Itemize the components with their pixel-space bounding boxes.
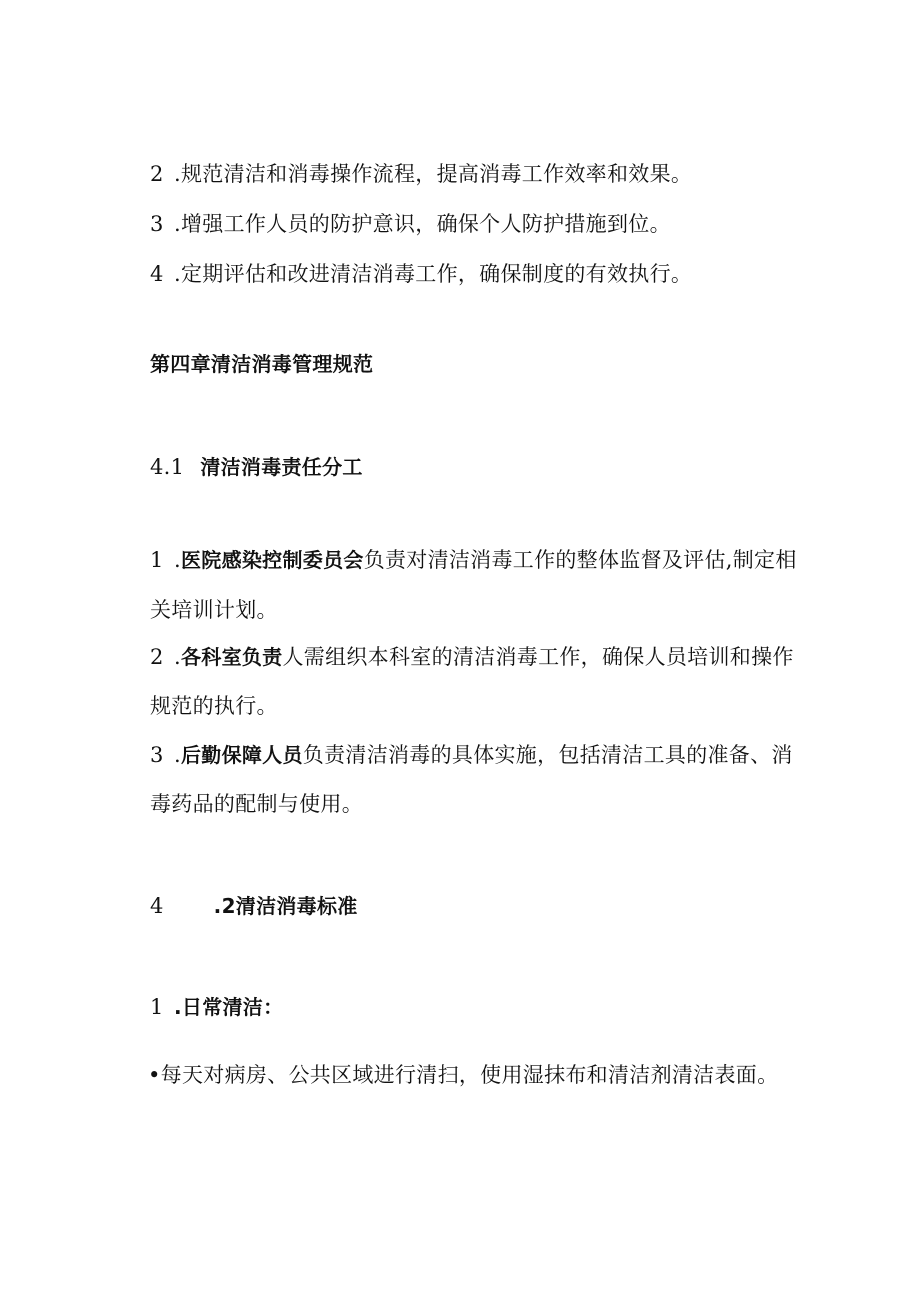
intro-item-3 (150, 210, 671, 238)
intro-item-number: 2 (150, 162, 164, 186)
responsibility-dot: . (174, 645, 181, 669)
intro-item-2 (150, 160, 692, 188)
responsibility-dot: . (174, 548, 181, 572)
daily-cleaning-label: .日常清洁： (174, 995, 284, 1019)
intro-item-4 (150, 260, 692, 288)
responsibility-number: 1 (150, 548, 164, 572)
chapter-title: 第四章清洁消毒管理规范 (150, 352, 374, 376)
intro-item-text: .增强工作人员的防护意识，确保个人防护措施到位。 (174, 212, 671, 236)
responsibility-text: 负责对清洁消毒工作的整体监督及评估,制定相 (363, 548, 797, 572)
responsibility-role: 医院感染控制委员会 (180, 548, 364, 572)
section-number: 4 (150, 894, 164, 918)
responsibility-3-line1 (150, 741, 793, 769)
responsibility-1-line1 (150, 546, 797, 574)
section-4-2-heading (150, 892, 358, 920)
intro-item-number: 4 (150, 262, 164, 286)
section-4-1-heading (150, 453, 363, 481)
responsibility-2-line2: 规范的执行。 (150, 694, 278, 718)
responsibility-role: 后勤保障人员 (180, 743, 303, 767)
intro-item-text: .定期评估和改进清洁消毒工作，确保制度的有效执行。 (174, 262, 693, 286)
responsibility-number: 2 (150, 645, 164, 669)
section-title: .2清洁消毒标准 (213, 894, 358, 918)
responsibility-1-line2: 关培训计划。 (150, 598, 278, 622)
daily-cleaning-number: 1 (150, 995, 164, 1019)
section-title: 清洁消毒责任分工 (200, 455, 363, 479)
responsibility-dot: . (174, 743, 181, 767)
responsibility-text: 负责清洁消毒的具体实施，包括清洁工具的准备、消 (302, 743, 793, 767)
intro-item-number: 3 (150, 212, 164, 236)
responsibility-number: 3 (150, 743, 164, 767)
intro-item-text: .规范清洁和消毒操作流程，提高消毒工作效率和效果。 (174, 162, 693, 186)
section-number: 4.1 (150, 455, 185, 479)
responsibility-3-line2: 毒药品的配制与使用。 (150, 792, 363, 816)
responsibility-text: 人需组织本科室的清洁消毒工作，确保人员培训和操作 (282, 645, 794, 669)
bullet-item: •每天对病房、公共区域进行清扫，使用湿抹布和清洁剂清洁表面。 (148, 1063, 779, 1087)
responsibility-role: 各科室负责 (180, 645, 283, 669)
responsibility-2-line1 (150, 643, 794, 671)
daily-cleaning-heading (150, 993, 283, 1021)
